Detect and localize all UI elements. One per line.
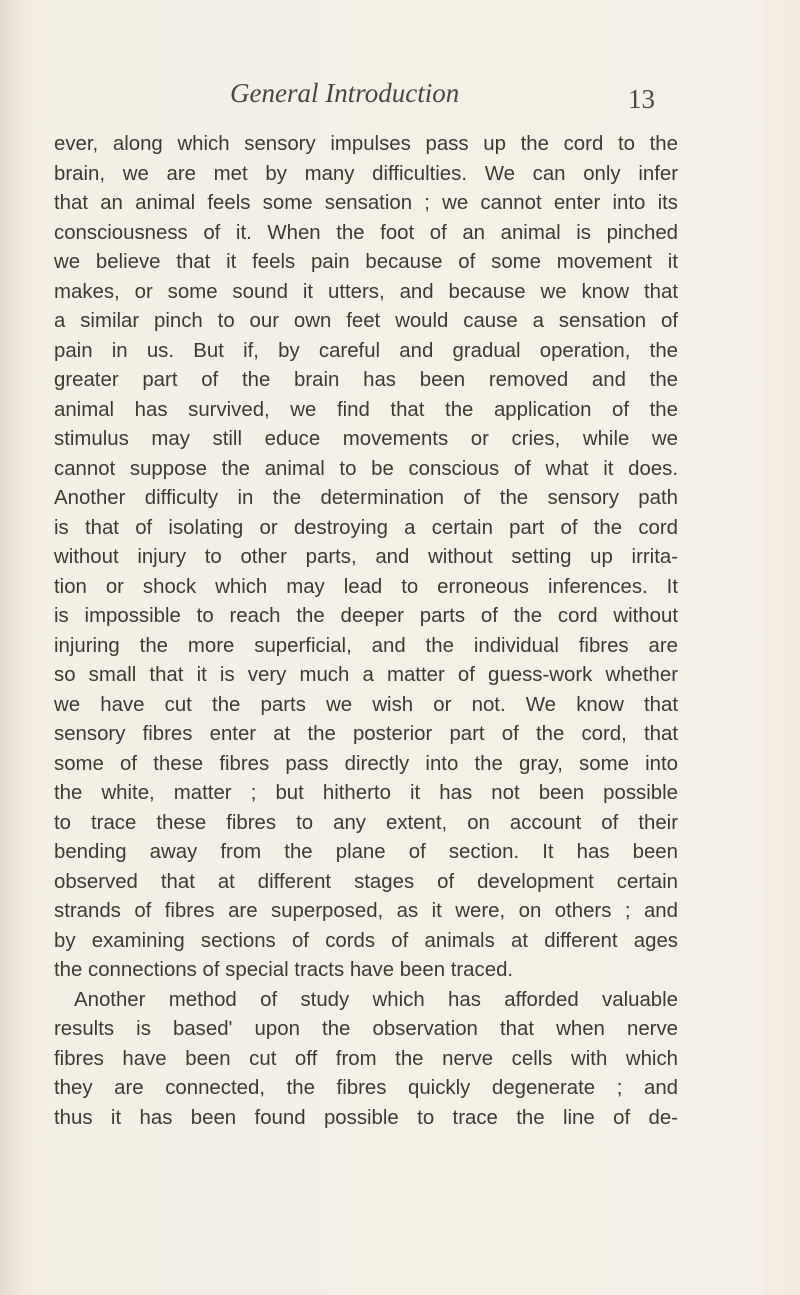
text-line: injuring the more superficial, and the individual fibres are (54, 634, 678, 657)
text-line: fibres have been cut off from the nerve cells with which (54, 1047, 678, 1070)
text-line: we believe that it feels pain because of some movement it (54, 251, 678, 273)
text-line: the connections of special tracts have been traced. (54, 959, 514, 981)
text-line: by examining sections of cords of animals at different ages (54, 929, 678, 952)
text-line: is impossible to reach the deeper parts of the cord without (54, 605, 678, 627)
text-line: animal has survived, we find that the application of the (54, 398, 678, 421)
text-line: makes, or some sound it utters, and because we know that (54, 280, 678, 303)
text-line: greater part of the brain has been removed and the (54, 369, 678, 391)
text-line: some of these fibres pass directly into the gray, some into (54, 752, 678, 775)
text-line: cannot suppose the animal to be conscious of what it does. (54, 457, 678, 480)
text-line: that an animal feels some sensation ; we cannot enter into its (54, 192, 678, 214)
text-line: stimulus may still educe movements or cries, while we (54, 428, 678, 450)
page-number: 13 (628, 84, 655, 114)
text-line: results is based' upon the observation that when nerve (54, 1018, 678, 1040)
text-line: Another difficulty in the determination of the sensory path (54, 487, 678, 509)
text-line: consciousness of it. When the foot of an animal is pinched (54, 221, 678, 244)
text-line: ever, along which sensory impulses pass up the cord to the (54, 133, 678, 155)
text-line: sensory fibres enter at the posterior part of the cord, that (54, 723, 678, 745)
text-line: we have cut the parts we wish or not. We know that (54, 693, 678, 716)
text-line: is that of isolating or destroying a certain part of the cord (54, 516, 678, 539)
text-line: observed that at different stages of development certain (54, 870, 678, 893)
text-line: strands of fibres are superposed, as it were, on others ; and (54, 900, 678, 922)
running-head: General Introduction (230, 78, 460, 108)
page-header (0, 78, 800, 118)
body-text (54, 130, 678, 1133)
text-line: they are connected, the fibres quickly degenerate ; and (54, 1077, 678, 1099)
text-line: so small that it is very much a matter of guess-work whether (54, 664, 678, 686)
text-line: Another method of study which has afforded valuable (74, 988, 678, 1011)
text-line: tion or shock which may lead to erroneous inferences. It (54, 575, 678, 598)
text-line: thus it has been found possible to trace the line of de- (54, 1106, 678, 1129)
text-line: without injury to other parts, and without setting up irrita- (54, 546, 678, 568)
text-line: pain in us. But if, by careful and gradual operation, the (54, 339, 678, 362)
text-line: to trace these fibres to any extent, on account of their (54, 811, 678, 834)
text-line: bending away from the plane of section. It has been (54, 841, 678, 863)
text-line: a similar pinch to our own feet would cause a sensation of (54, 310, 678, 332)
text-line: the white, matter ; but hitherto it has not been possible (54, 782, 678, 804)
text-line: brain, we are met by many difficulties. We can only infer (54, 162, 678, 185)
